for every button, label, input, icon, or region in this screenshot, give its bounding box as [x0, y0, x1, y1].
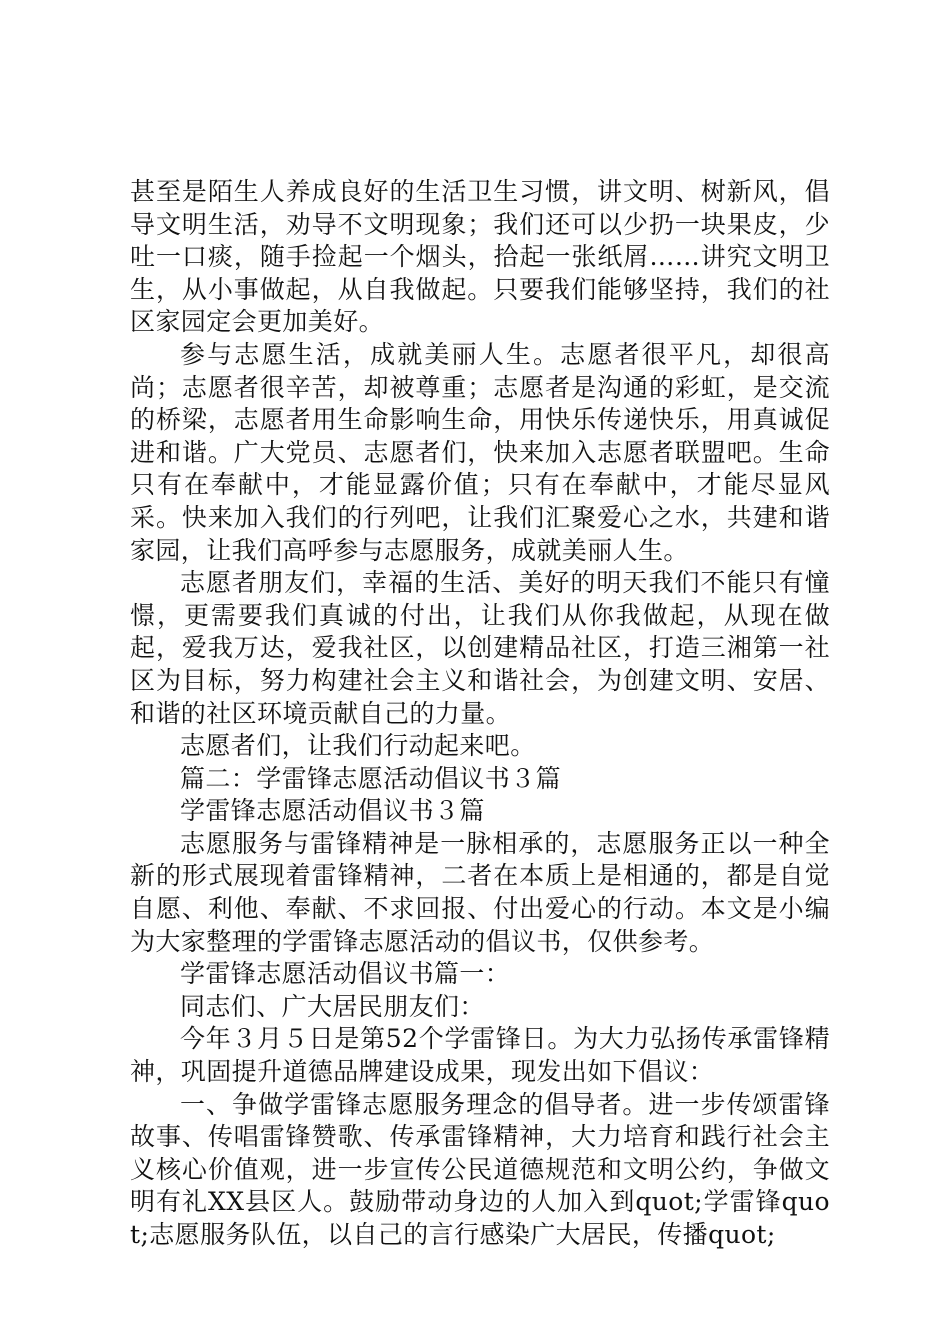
document-body: [130, 176, 830, 1252]
paragraph-point-one: 一、争做学雷锋志愿服务理念的倡导者。进一步传颂雷锋故事、传唱雷锋赞歌、传承雷锋精神，大力培育和践行社会主义核心价值观，进一步宣传公民道德规范和文明公约，争做文明有礼XX县区人。鼓励带动身边的人加入到quot;学雷锋quot;志愿服务队伍，以自己的言行感染广大居民，传播quot;: [130, 1089, 830, 1249]
paragraph-call-to-action: 志愿者们，让我们行动起来吧。: [180, 731, 536, 761]
section-subtitle: 学雷锋志愿活动倡议书３篇: [180, 796, 485, 826]
paragraph-volunteer-life: 参与志愿生活，成就美丽人生。志愿者很平凡，却很高尚；志愿者很辛苦，却被尊重；志愿者是沟通的彩虹，是交流的桥梁，志愿者用生命影响生命，用快乐传递快乐，用真诚促进和谐。广大党员、志愿者们，快来加入志愿者联盟吧。生命只有在奉献中，才能显露价值；只有在奉献中，才能尽显风采。快来加入我们的行列吧，让我们汇聚爱心之水，共建和谐家园，让我们高呼参与志愿服务，成就美丽人生。: [130, 339, 830, 565]
proposal-heading-one: 学雷锋志愿活动倡议书篇一：: [180, 959, 511, 989]
paragraph-lei-feng-day: 今年３月５日是第52个学雷锋日。为大力弘扬传承雷锋精神，巩固提升道德品牌建设成果，现发出如下倡议：: [130, 1024, 830, 1087]
paragraph-intro: 志愿服务与雷锋精神是一脉相承的，志愿服务正以一种全新的形式展现着雷锋精神，二者在本质上是相通的，都是自觉自愿、利他、奉献、不求回报、付出爱心的行动。本文是小编为大家整理的学雷锋志愿活动的倡议书，仅供参考。: [130, 828, 830, 956]
paragraph-civilized-hygiene: 甚至是陌生人养成良好的生活卫生习惯，讲文明、树新风，倡导文明生活，劝导不文明现象；我们还可以少扔一块果皮，少吐一口痰，随手捡起一个烟头，拾起一张纸屑……讲究文明卫生，从小事做起，从自我做起。只要我们能够坚持，我们的社区家园定会更加美好。: [130, 177, 830, 337]
paragraph-volunteer-friends: 志愿者朋友们，幸福的生活、美好的明天我们不能只有憧憬，更需要我们真诚的付出，让我们从你我做起，从现在做起，爱我万达，爱我社区，以创建精品社区，打造三湘第一社区为目标，努力构建社会主义和谐社会，为创建文明、安居、和谐的社区环境贡献自己的力量。: [130, 568, 830, 728]
salutation: 同志们、广大居民朋友们：: [180, 991, 485, 1021]
section-heading-part-two: 篇二：学雷锋志愿活动倡议书３篇: [180, 763, 562, 793]
